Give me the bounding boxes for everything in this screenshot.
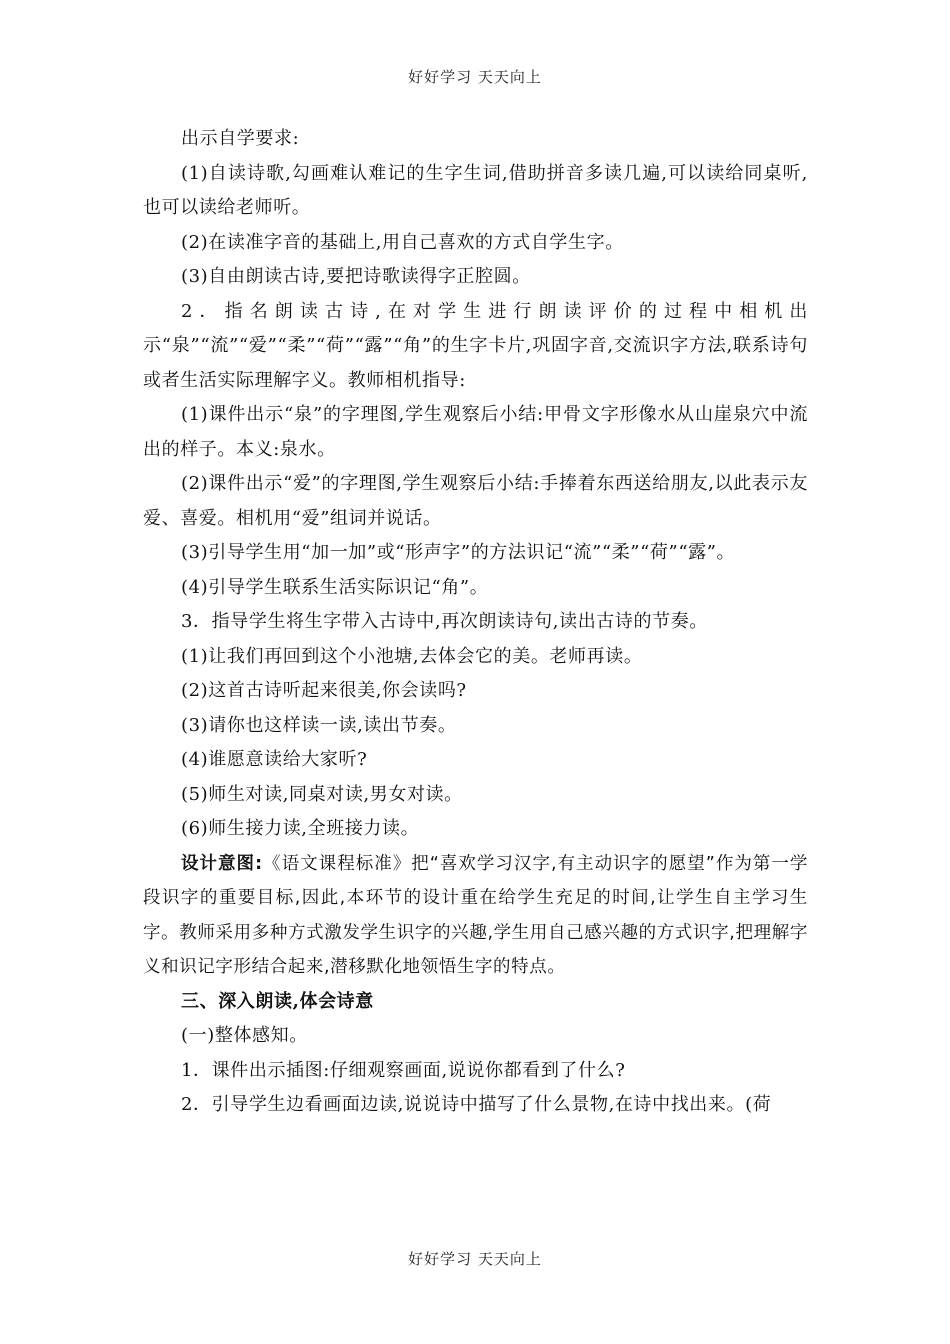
paragraph-illustration: 1．课件出示插图:仔细观察画面,说说你都看到了什么?: [181, 1059, 626, 1081]
section-heading: 三、深入朗读,体会诗意: [181, 990, 374, 1012]
paragraph-sub-3: (3)请你也这样读一读,读出节奏。: [181, 714, 457, 736]
paragraph-read-aloud: 2．指名朗读古诗,在对学生进行朗读评价的过程中相机出示“泉”“流”“爱”“柔”“荷”“露”“角”的生字卡片,巩固字音,交流识字方法,联系诗句或者生活实际理解字义。教师相机指导:: [143, 300, 808, 391]
paragraph-ai: (2)课件出示“爱”的字理图,学生观察后小结:手捧着东西送给朋友,以此表示友爱、喜爱。相机用“爱”组词并说话。: [143, 473, 808, 529]
paragraph-quan: (1)课件出示“泉”的字理图,学生观察后小结:甲骨文字形像水从山崖泉穴中流出的样子。本义:泉水。: [143, 404, 808, 460]
paragraph-scenery: 2．引导学生边看画面边读,说说诗中描写了什么景物,在诗中找出来。(荷: [181, 1094, 772, 1115]
paragraph-method: (3)引导学生用“加一加”或“形声字”的方法识记“流”“柔”“荷”“露”。: [181, 542, 736, 563]
paragraph-jiao: (4)引导学生联系生活实际识记“角”。: [181, 576, 489, 598]
paragraph-sub-4: (4)谁愿意读给大家听?: [181, 749, 368, 770]
paragraph-self-study: 出示自学要求:: [181, 128, 300, 149]
paragraph-sub-6: (6)师生接力读,全班接力读。: [181, 818, 420, 839]
paragraph-sub-2: (2)这首古诗听起来很美,你会读吗?: [181, 680, 467, 701]
paragraph-step-2: (2)在读准字音的基础上,用自己喜欢的方式自学生字。: [181, 231, 624, 253]
paragraph-step-1: (1)自读诗歌,勾画难认难记的生字生词,借助拼音多读几遍,可以读给同桌听,也可以读给老师听。: [143, 162, 808, 218]
design-intent: [143, 847, 808, 985]
paragraph-rhythm: 3．指导学生将生字带入古诗中,再次朗读诗句,读出古诗的节奏。: [181, 611, 708, 632]
page-header: 好好学习 天天向上: [408, 68, 542, 86]
page-footer: 好好学习 天天向上: [408, 1250, 542, 1268]
design-intent-label: 设计意图:: [181, 853, 263, 874]
paragraph-step-3: (3)自由朗读古诗,要把诗歌读得字正腔圆。: [181, 266, 531, 287]
paragraph-sub-5: (5)师生对读,同桌对读,男女对读。: [181, 783, 463, 805]
design-intent-text: 《语文课程标准》把“喜欢学习汉字,有主动识字的愿望”作为第一学段识字的重要目标,因此,本环节的设计重在给学生充足的时间,让学生自主学习生字。教师采用多种方式激发学生识字的兴趣,学生用自己感兴趣的方式识字,把理解字义和识记字形结合起来,潜移默化地领悟生字的特点。: [143, 853, 809, 977]
paragraph-sub-1: (1)让我们再回到这个小池塘,去体会它的美。老师再读。: [181, 645, 643, 667]
document-body: [143, 122, 808, 1123]
paragraph-overall: (一)整体感知。: [181, 1025, 308, 1046]
